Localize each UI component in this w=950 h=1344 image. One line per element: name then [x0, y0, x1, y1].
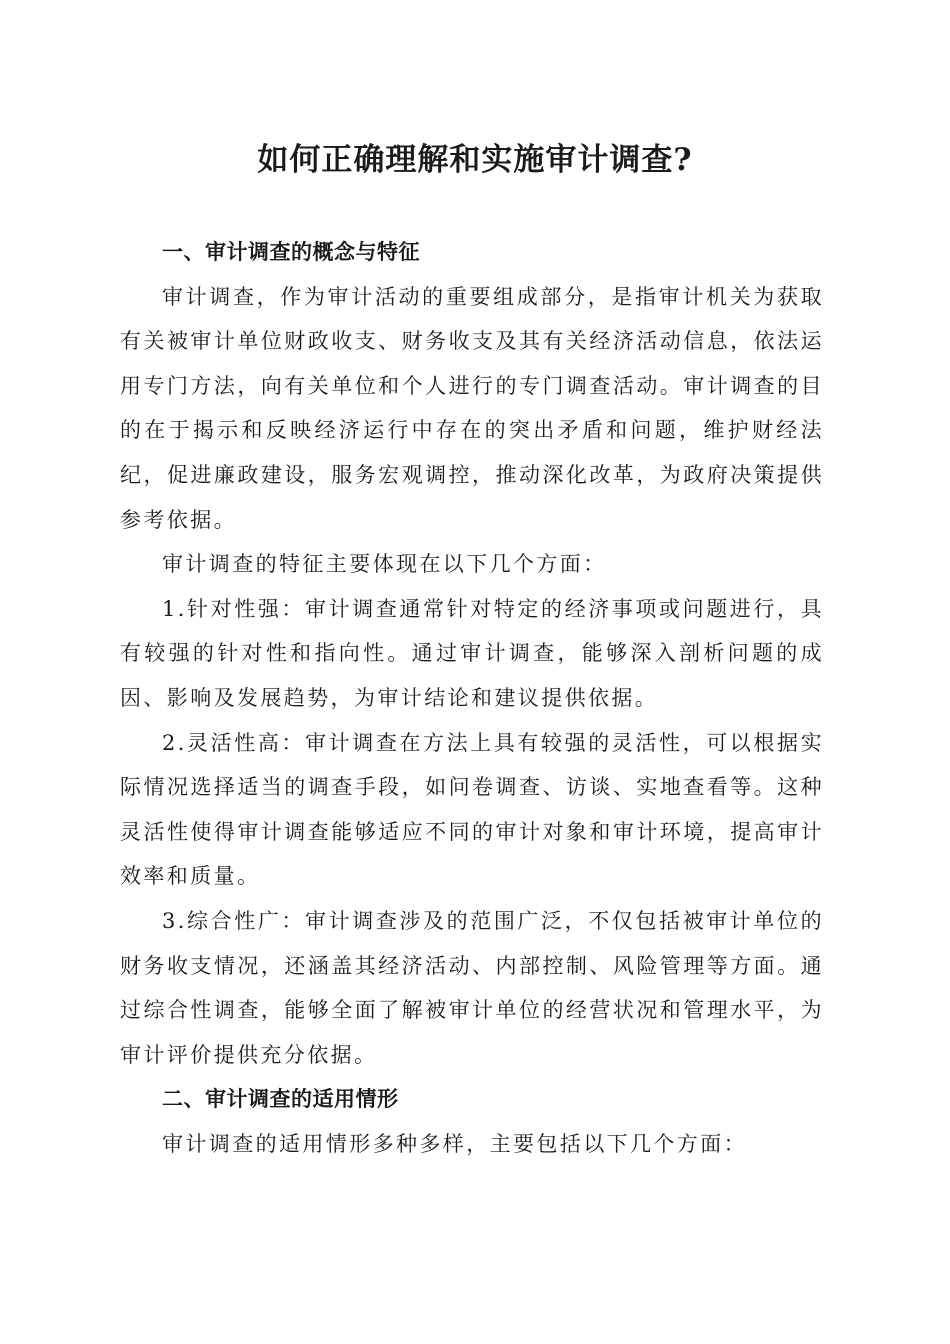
document-title: 如何正确理解和实施审计调查? [257, 142, 693, 178]
paragraph-features-intro: 审计调查的特征主要体现在以下几个方面： [162, 552, 607, 577]
section-heading-concept: 一、审计调查的概念与特征 [162, 240, 420, 264]
list-item-targeted: 1.针对性强：审计调查通常针对特定的经济事项或问题进行，具有较强的针对性和指向性。通过审计调查，能够深入剖析问题的成因、影响及发展趋势，为审计结论和建议提供依据。 [120, 596, 824, 710]
list-item-comprehensive: 3.综合性广：审计调查涉及的范围广泛，不仅包括被审计单位的财务收支情况，还涵盖其经济活动、内部控制、风险管理等方面。通过综合性调查，能够全面了解被审计单位的经营状况和管理水平，为审计评价提供充分依据。 [120, 908, 824, 1067]
paragraph-definition: 审计调查，作为审计活动的重要组成部分，是指审计机关为获取有关被审计单位财政收支、财务收支及其有关经济活动信息，依法运用专门方法，向有关单位和个人进行的专门调查活动。审计调查的目的在于揭示和反映经济运行中存在的突出矛盾和问题，维护财经法纪，促进廉政建设，服务宏观调控，推动深化改革，为政府决策提供参考依据。 [120, 284, 824, 532]
paragraph-applicable-intro: 审计调查的适用情形多种多样，主要包括以下几个方面： [162, 1131, 747, 1156]
list-item-flexible: 2.灵活性高：审计调查在方法上具有较强的灵活性，可以根据实际情况选择适当的调查手段，如问卷调查、访谈、实地查看等。这种灵活性使得审计调查能够适应不同的审计对象和审计环境，提高审计效率和质量。 [120, 730, 824, 889]
section-heading-applicable-cases: 二、审计调查的适用情形 [162, 1087, 399, 1112]
document-body [120, 230, 824, 1166]
